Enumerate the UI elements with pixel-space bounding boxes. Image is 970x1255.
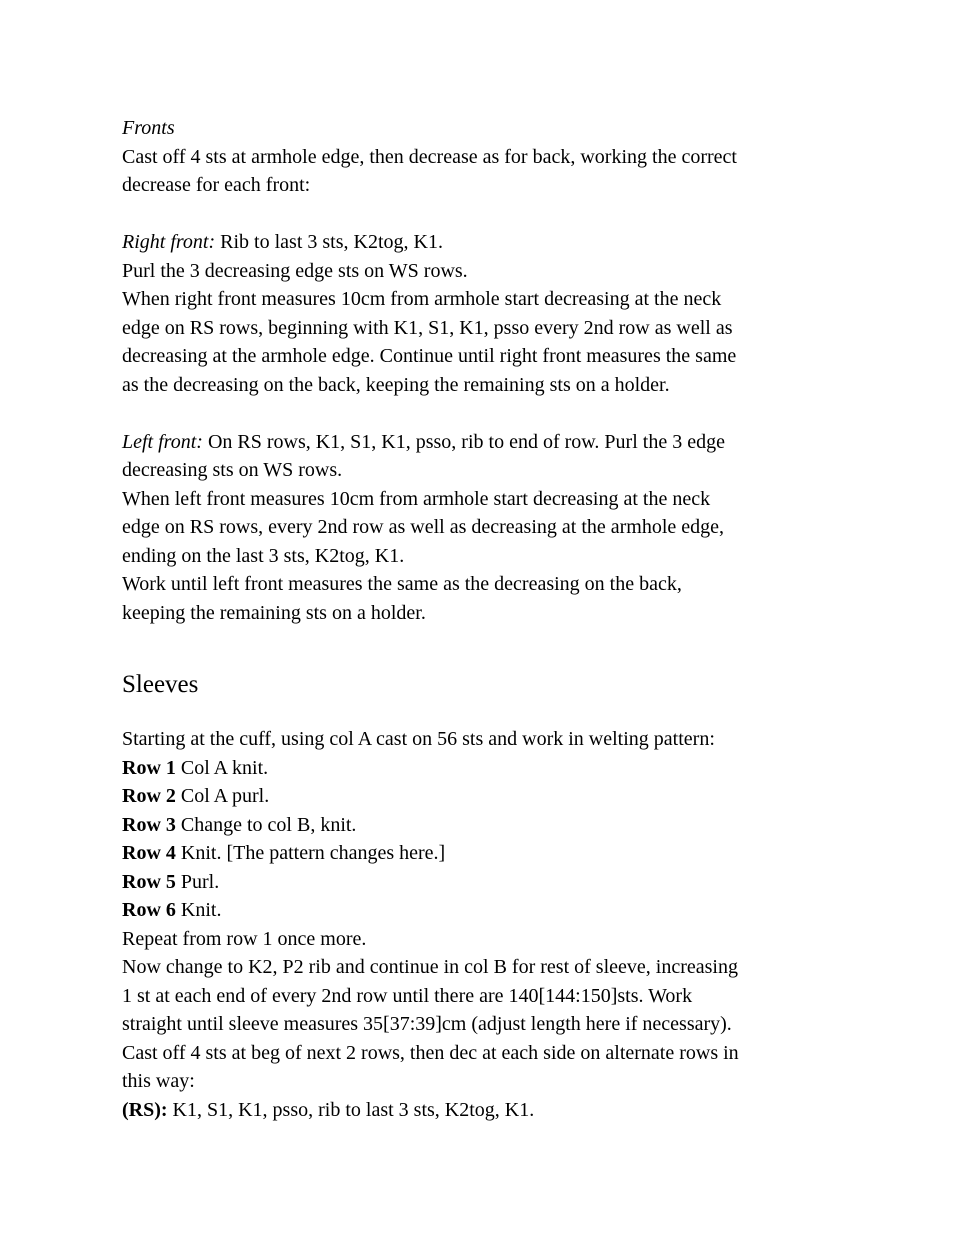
fronts-heading: Fronts (122, 117, 175, 139)
sleeves-row-5 (122, 868, 912, 897)
row-4-label: Row 4 (122, 842, 176, 864)
right-front-label: Right front: (122, 231, 216, 253)
right-front-lead-line (122, 228, 912, 257)
sleeves-shaping-line-2: 1 st at each end of every 2nd row until there are 140[144:150]sts. Work (122, 984, 693, 1007)
rs-text: K1, S1, K1, psso, rib to last 3 sts, K2tog, K1. (167, 1098, 535, 1121)
left-front-label: Left front: (122, 430, 203, 453)
sleeves-row-2 (122, 782, 912, 811)
left-front-lead-rest: On RS rows, K1, S1, K1, psso, rib to end of row. Purl the 3 edge (202, 430, 725, 453)
row-1-text: Col A knit. (175, 756, 269, 779)
left-front-line-7: keeping the remaining sts on a holder. (122, 601, 426, 624)
left-front-line-5: ending on the last 3 sts, K2tog, K1. (122, 544, 405, 567)
right-front-lead-rest: Rib to last 3 sts, K2tog, K1. (215, 231, 443, 253)
row-1-label: Row 1 (122, 756, 176, 779)
right-front-section (122, 228, 912, 399)
fronts-section (122, 114, 912, 200)
row-6-label: Row 6 (122, 899, 176, 921)
sleeves-row-1 (122, 754, 912, 783)
fronts-line-1: Cast off 4 sts at armhole edge, then decrease as for back, working the correct (122, 145, 737, 168)
sleeves-intro-line: Starting at the cuff, using col A cast on 56 sts and work in welting pattern: (122, 728, 715, 750)
sleeves-section (122, 725, 912, 1124)
sleeves-shaping-line-5: this way: (122, 1070, 195, 1092)
row-2-text: Col A purl. (175, 785, 270, 807)
left-front-line-6: Work until left front measures the same as the decreasing on the back, (122, 573, 682, 595)
row-3-label: Row 3 (122, 813, 176, 836)
left-front-section (122, 428, 912, 628)
sleeves-shaping-line-1: Now change to K2, P2 rib and continue in col B for rest of sleeve, increasing (122, 956, 738, 978)
sleeves-repeat-line: Repeat from row 1 once more. (122, 927, 367, 950)
right-front-line-2: Purl the 3 decreasing edge sts on WS rows. (122, 259, 468, 282)
row-2-label: Row 2 (122, 785, 176, 807)
row-3-text: Change to col B, knit. (175, 813, 357, 836)
row-6-text: Knit. (175, 899, 222, 921)
right-front-line-3: When right front measures 10cm from armhole start decreasing at the neck (122, 288, 722, 310)
right-front-line-4: edge on RS rows, beginning with K1, S1, K1, psso every 2nd row as well as (122, 316, 733, 339)
fronts-line-2: decrease for each front: (122, 174, 311, 196)
sleeves-heading: Sleeves (122, 671, 199, 698)
sleeves-shaping-line-4: Cast off 4 sts at beg of next 2 rows, then dec at each side on alternate rows in (122, 1041, 739, 1064)
right-front-line-5: decreasing at the armhole edge. Continue until right front measures the same (122, 345, 737, 367)
sleeves-row-6 (122, 896, 912, 925)
sleeves-row-4 (122, 839, 912, 868)
left-front-line-2: decreasing sts on WS rows. (122, 459, 343, 481)
pattern-text-block (122, 114, 912, 1124)
left-front-line-3: When left front measures 10cm from armhole start decreasing at the neck (122, 487, 711, 510)
sleeves-row-3 (122, 811, 912, 840)
row-5-label: Row 5 (122, 870, 176, 893)
rs-label: (RS): (122, 1098, 168, 1121)
left-front-lead-line (122, 428, 912, 457)
row-5-text: Purl. (175, 870, 220, 893)
sleeves-rs-line (122, 1096, 912, 1125)
left-front-line-4: edge on RS rows, every 2nd row as well as decreasing at the armhole edge, (122, 516, 725, 538)
row-4-text: Knit. [The pattern changes here.] (175, 842, 446, 864)
sleeves-shaping-line-3: straight until sleeve measures 35[37:39]cm (adjust length here if necessary). (122, 1013, 732, 1035)
right-front-line-6: as the decreasing on the back, keeping the remaining sts on a holder. (122, 373, 670, 396)
